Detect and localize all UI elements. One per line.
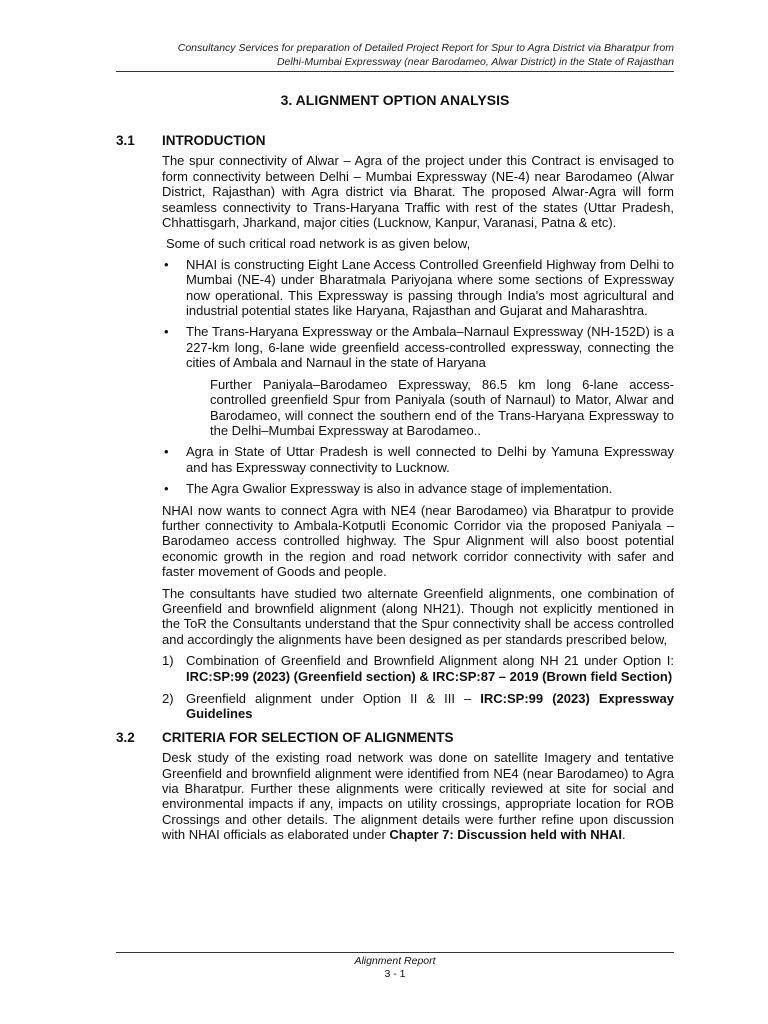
bullet-list [162,257,674,497]
section-body-criteria [162,750,674,842]
paragraph: NHAI now wants to connect Agra with NE4 (near Barodameo) via Bharatpur to provide further connectivity to Ambala-Kotputli Economic Corridor via the proposed Paniyala – Barodameo access controlled highway. The Spur Alignment will also boost potential economic growth in the region and road network corridor connectivity with safer and faster movement of Goods and people. [162,502,674,580]
list-item [162,444,674,475]
header-line-2: Delhi-Mumbai Expressway (near Barodameo, Alwar District) in the State of Rajasthan [276,55,674,68]
list-item-text: NHAI is constructing Eight Lane Access Controlled Greenfield Highway from Delhi to Mumbai (NE-4) under Bharatmala Pariyojana where some sections of Expressway now operational. This Expressway is passing through India's most agricultural and industrial potential states like Haryana, Rajasthan and Gujarat and Maharashtra. [186,256,674,319]
list-item-bold-text: IRC:SP:99 (2023) (Greenfield section) & IRC:SP:87 – 2019 (Brown field Section) [186,668,673,684]
list-number: 1) [162,653,174,669]
list-item [162,653,674,684]
section-title: CRITERIA FOR SELECTION OF ALIGNMENTS [162,729,454,745]
chapter-reference: Chapter 7: Discussion held with NHAI [389,827,622,843]
header-line-1: Consultancy Services for preparation of Detailed Project Report for Spur to Agra District via Bharatpur from [177,42,674,54]
section-number: 3.2 [116,729,135,745]
running-header [116,42,674,69]
list-item-text: Greenfield alignment under Option II & III – [186,691,481,706]
list-item-text: Combination of Greenfield and Brownfield Alignment along NH 21 under Option I: [186,653,674,669]
section-heading-introduction [116,133,674,148]
footer-title: Alignment Report [354,955,436,967]
list-item-text: The Trans-Haryana Expressway or the Ambala–Narnaul Expressway (NH-152D) is a 227-km long, 6-lane wide greenfield access-controlled expressway, connecting the cities of Ambala and Narnaul in the state of Haryana [186,324,674,371]
running-footer [116,955,674,980]
bullet-icon: • [164,481,169,497]
list-item [162,691,674,722]
list-item-subparagraph: Further Paniyala–Barodameo Expressway, 86.5 km long 6-lane access-controlled greenfield Spur from Paniyala (south of Narnaul) to Mator, Alwar and Barodameo, will connect the southern end of the Trans-Haryana Expressway to the Delhi–Mumbai Expressway at Barodameo.. [210,376,674,438]
bullet-icon: • [164,324,169,340]
paragraph-end: . [621,827,626,843]
section-number: 3.1 [116,133,135,148]
list-item-bold-text: IRC:SP:99 (2023) Expressway Guidelines [186,691,674,722]
paragraph-text: Desk study of the existing road network was done on satellite Imagery and tentative Greenfield and brownfield alignment were identified from NE4 (near Barodameo) to Agra via Bharatpur. Further these alignments were critically reviewed at site for social and environmental impacts if any, impacts on utility crossings, appropriate location for ROB Crossings and other details. The alignment details were further refine upon discussion with NHAI officials as elaborated under [162,750,674,843]
paragraph: The consultants have studied two alternate Greenfield alignments, one combination of Greenfield and brownfield alignment (along NH21). Though not explicitly mentioned in the ToR the Consultants understand that the Spur connectivity shall be access controlled and accordingly the alignments have been designed as per standards prescribed below, [162,585,674,647]
paragraph: The spur connectivity of Alwar – Agra of the project under this Contract is envisaged to form connectivity between Delhi – Mumbai Expressway (NE-4) near Barodameo (Alwar District, Rajasthan) with Agra district via Bharat. The proposed Alwar-Agra will form seamless connectivity to Trans-Haryana Traffic with rest of the states (Uttar Pradesh, Chhattisgarh, Jharkand, major cities (Lucknow, Kanpur, Varanasi, Patna & etc). [162,153,674,231]
paragraph [162,750,674,842]
section-title: INTRODUCTION [162,133,266,148]
bullet-icon: • [164,256,169,272]
bullet-icon: • [164,444,169,460]
numbered-list [162,653,674,722]
list-item [162,481,674,496]
page-number: 3 - 1 [384,967,406,980]
chapter-title: 3. ALIGNMENT OPTION ANALYSIS [280,92,510,108]
paragraph: Some of such critical road network is as given below, [166,236,471,252]
list-item [162,324,674,438]
list-number: 2) [162,691,174,706]
list-item [162,257,674,319]
list-item-text: Agra in State of Uttar Pradesh is well connected to Delhi by Yamuna Expressway and has Expressway connectivity to Lucknow. [186,444,674,475]
header-divider [116,71,674,72]
section-heading-criteria [116,730,674,745]
footer-divider [116,952,674,953]
section-body-introduction [162,153,674,721]
list-item-text: The Agra Gwalior Expressway is also in advance stage of implementation. [186,481,613,497]
document-body [116,133,674,849]
